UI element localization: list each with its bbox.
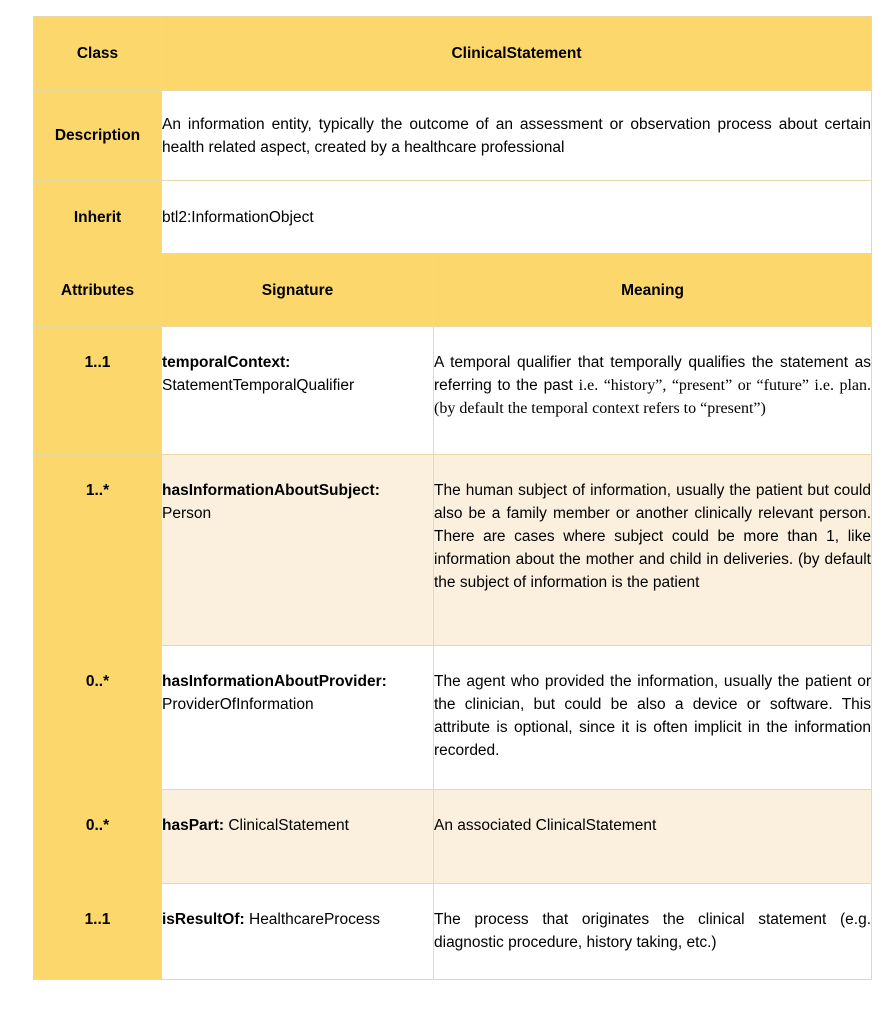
attribute-name: isResultOf:: [162, 911, 245, 928]
class-label: Class: [34, 17, 162, 91]
attribute-meaning-part: i.e. “history”, “present” or “future” i.e. plan. (by default the temporal context refers to “present”): [434, 377, 871, 417]
description-row: [34, 91, 872, 181]
attribute-name: hasPart:: [162, 817, 225, 834]
attribute-type: Person: [162, 505, 212, 522]
inherit-value: btl2:InformationObject: [162, 181, 872, 254]
attribute-type: HealthcareProcess: [244, 911, 380, 928]
attribute-row: [34, 327, 872, 455]
attribute-meaning: The agent who provided the information, usually the patient or the clinician, but could be also a device or software. This attribute is optional, since it is often implicit in the information recorded.: [434, 646, 872, 790]
attribute-cardinality: 1..1: [34, 327, 162, 455]
attribute-signature: [162, 646, 434, 790]
attribute-name: hasInformationAboutSubject:: [162, 482, 380, 499]
class-spec-table: [33, 16, 872, 980]
description-text: An information entity, typically the outcome of an assessment or observation process about certain health related aspect, created by a healthcare professional: [162, 91, 872, 181]
attribute-meaning-part: A temporal qualifier that temporally qualifies the statement as referring to the past: [434, 354, 871, 394]
attribute-name: hasInformationAboutProvider:: [162, 673, 387, 690]
attribute-row: [34, 790, 872, 884]
attribute-row: [34, 646, 872, 790]
attribute-cardinality: 0..*: [34, 790, 162, 884]
inherit-label: Inherit: [34, 181, 162, 254]
inherit-row: [34, 181, 872, 254]
attribute-type: ProviderOfInformation: [162, 696, 314, 713]
meaning-header: Meaning: [434, 254, 872, 327]
attribute-signature: [162, 884, 434, 980]
attribute-name: temporalContext:: [162, 354, 291, 371]
class-name: ClinicalStatement: [162, 17, 872, 91]
attribute-cardinality: 1..1: [34, 884, 162, 980]
attribute-signature: [162, 327, 434, 455]
attribute-cardinality: 1..*: [34, 455, 162, 646]
attribute-type: StatementTemporalQualifier: [162, 377, 355, 394]
attribute-row: [34, 455, 872, 646]
attribute-type: ClinicalStatement: [224, 817, 349, 834]
attribute-row: [34, 884, 872, 980]
attributes-header-row: [34, 254, 872, 327]
attribute-cardinality: 0..*: [34, 646, 162, 790]
attribute-meaning: [434, 327, 872, 455]
attributes-header: Attributes: [34, 254, 162, 327]
attribute-meaning: The human subject of information, usually the patient but could also be a family member or another clinically relevant person. There are cases where subject could be more than 1, like information about the mother and child in deliveries. (by default the subject of information is the patient: [434, 455, 872, 646]
class-row: [34, 17, 872, 91]
attribute-signature: [162, 455, 434, 646]
attribute-meaning: The process that originates the clinical statement (e.g. diagnostic procedure, history taking, etc.): [434, 884, 872, 980]
attribute-signature: [162, 790, 434, 884]
signature-header: Signature: [162, 254, 434, 327]
attribute-meaning: An associated ClinicalStatement: [434, 790, 872, 884]
description-label: Description: [34, 91, 162, 181]
